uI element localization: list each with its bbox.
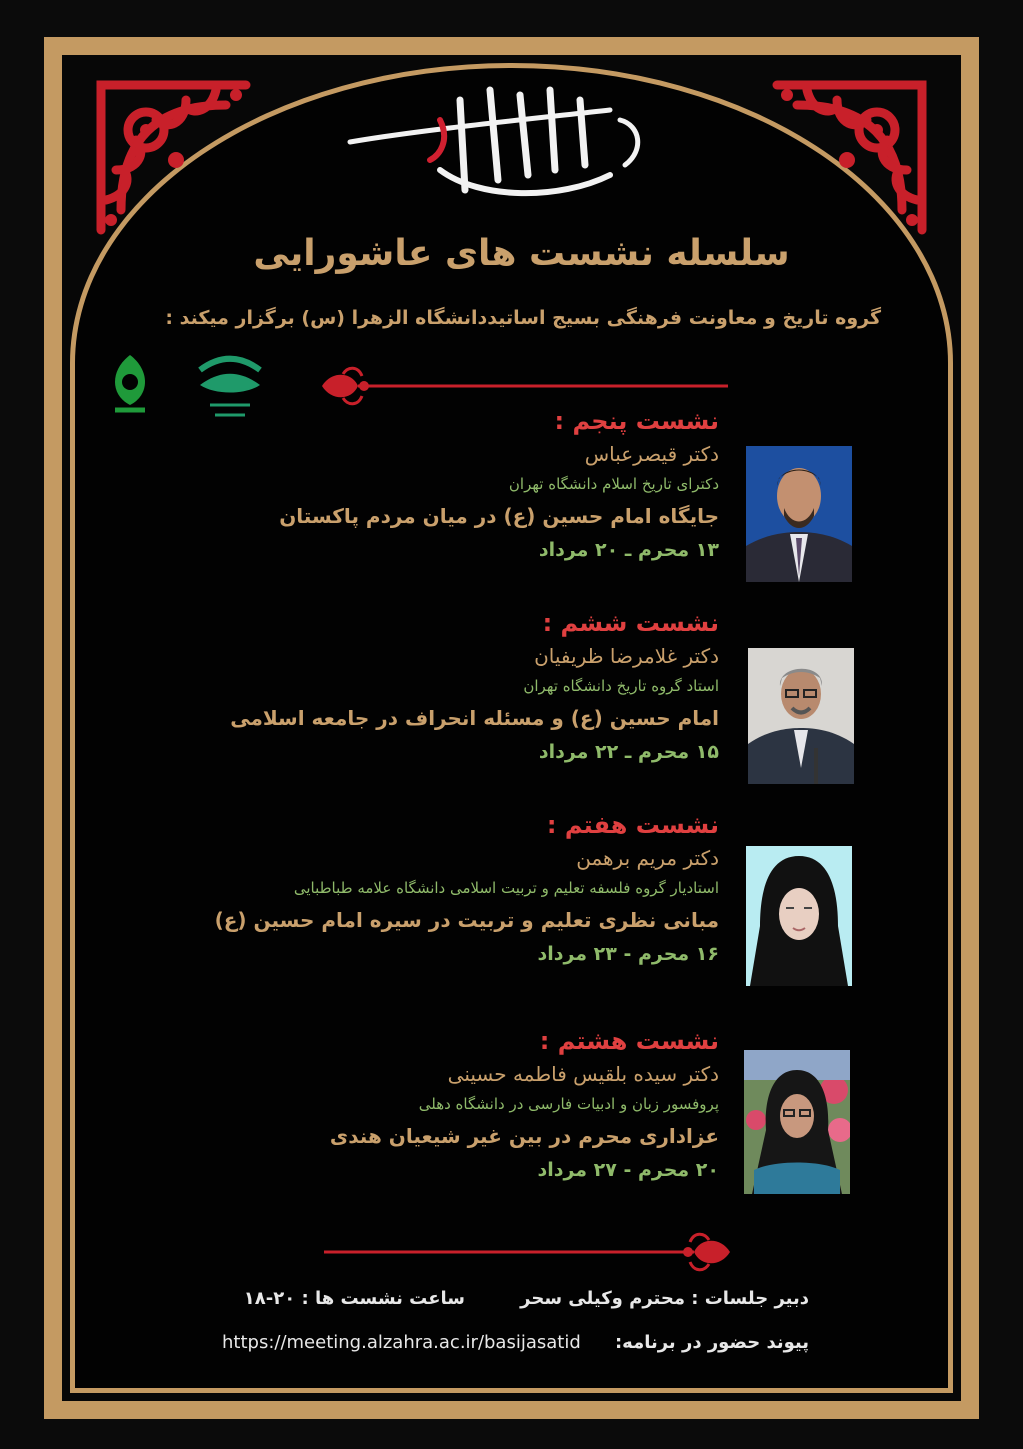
session-topic: مبانی نظری تعلیم و تربیت در سیره امام حسین (ع) bbox=[214, 908, 719, 932]
speaker-name: دکتر سیده بلقیس فاطمه حسینی bbox=[447, 1062, 719, 1086]
ornament-right-icon bbox=[767, 70, 937, 240]
session-5 bbox=[159, 404, 719, 566]
organizer-subtitle: گروه تاریخ و معاونت فرهنگی بسیج اساتیددانشگاه الزهرا (س) برگزار میکند : bbox=[165, 307, 881, 329]
session-date: ۲۰ محرم - ۲۷ مرداد bbox=[537, 1159, 719, 1181]
session-7 bbox=[159, 808, 719, 970]
session-topic: عزاداری محرم در بین غیر شیعیان هندی bbox=[329, 1124, 719, 1148]
speaker-name: دکتر غلامرضا ظریفیان bbox=[534, 644, 719, 668]
session-heading: نشست پنجم : bbox=[554, 407, 719, 435]
calligraphy-logo bbox=[340, 80, 660, 210]
speaker-photo-1 bbox=[746, 446, 852, 582]
session-6 bbox=[159, 606, 719, 768]
session-heading: نشست هفتم : bbox=[546, 811, 719, 839]
meeting-link[interactable]: https://meeting.alzahra.ac.ir/basijasatid bbox=[222, 1332, 581, 1353]
link-label: پیوند حضور در برنامه: bbox=[614, 1332, 809, 1353]
speaker-photo-3 bbox=[746, 846, 852, 986]
ornament-left-icon bbox=[86, 70, 256, 240]
speaker-position: استاد گروه تاریخ دانشگاه تهران bbox=[523, 677, 719, 695]
speaker-photo-2 bbox=[748, 648, 854, 784]
session-date: ۱۳ محرم ـ ۲۰ مرداد bbox=[538, 539, 719, 561]
session-date: ۱۶ محرم - ۲۳ مرداد bbox=[537, 943, 719, 965]
speaker-name: دکتر قیصرعباس bbox=[584, 442, 719, 466]
secretary-text: دبیر جلسات : محترم وکیلی سحر bbox=[520, 1288, 809, 1309]
speaker-position: پروفسور زبان و ادبیات فارسی در دانشگاه دهلی bbox=[418, 1095, 719, 1113]
alzahra-logo bbox=[100, 350, 160, 420]
session-heading: نشست هشتم : bbox=[539, 1027, 719, 1055]
session-topic: جایگاه امام حسین (ع) در میان مردم پاکستان bbox=[279, 504, 719, 528]
session-topic: امام حسین (ع) و مسئله انحراف در جامعه اسلامی bbox=[230, 706, 719, 730]
page-title: سلسله نشست های عاشورایی bbox=[253, 233, 790, 274]
speaker-position: استادیار گروه فلسفه تعلیم و تربیت اسلامی دانشگاه علامه طباطبایی bbox=[293, 879, 719, 897]
speaker-name: دکتر مریم برهمن bbox=[576, 846, 719, 870]
speaker-position: دکترای تاریخ اسلام دانشگاه تهران bbox=[508, 475, 719, 493]
speaker-photo-4 bbox=[744, 1050, 850, 1194]
divider-top-icon bbox=[318, 366, 730, 406]
divider-bottom-icon bbox=[322, 1230, 734, 1274]
session-date: ۱۵ محرم ـ ۲۲ مرداد bbox=[538, 741, 719, 763]
session-heading: نشست ششم : bbox=[542, 609, 719, 637]
session-time-text: ساعت نشست ها : ۲۰-۱۸ bbox=[243, 1288, 465, 1309]
session-8 bbox=[159, 1024, 719, 1186]
